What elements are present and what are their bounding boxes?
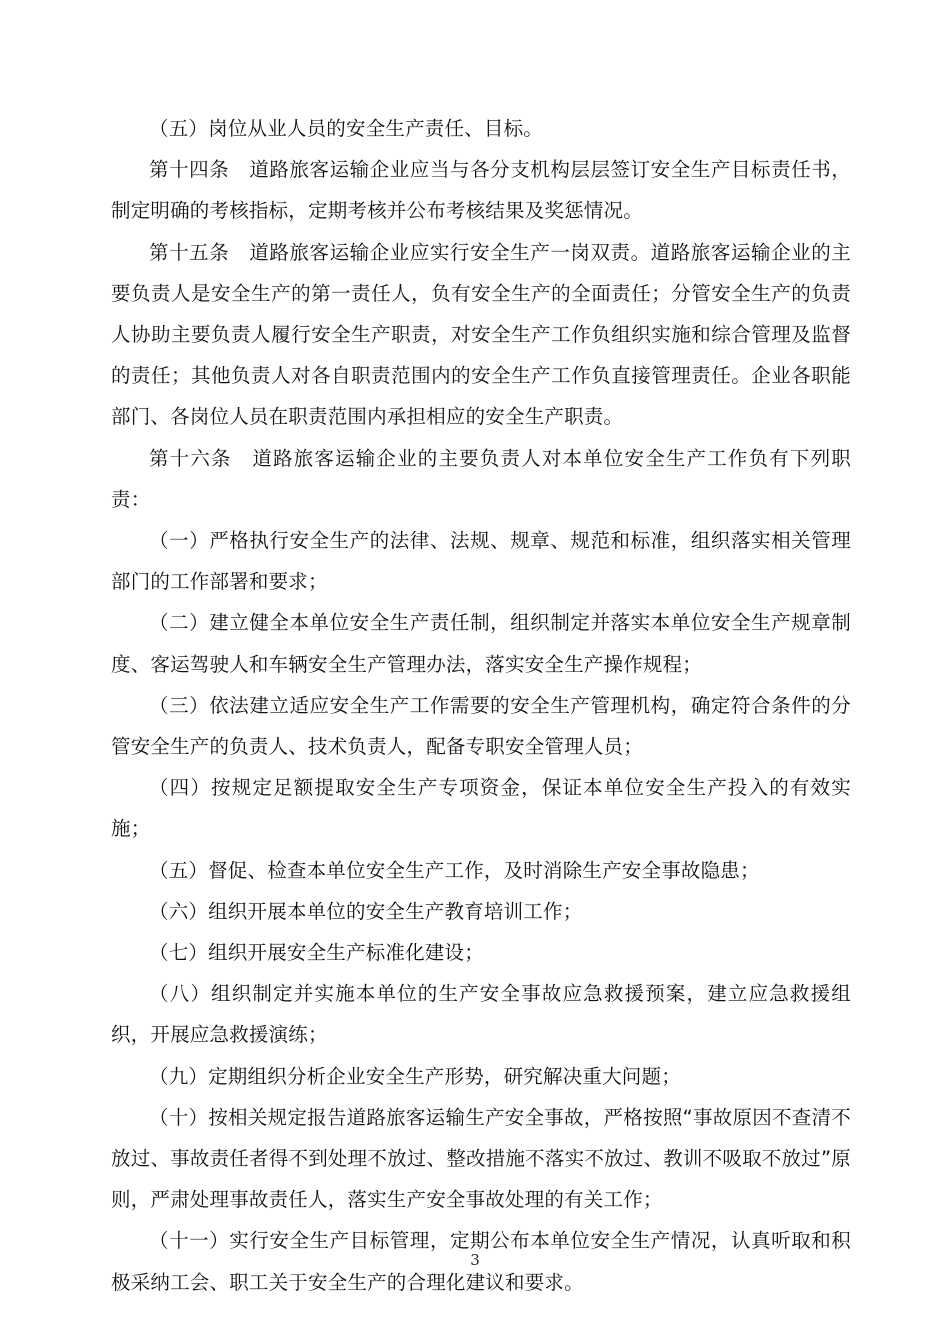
article-15: 第十五条 道路旅客运输企业应实行安全生产一岗双责。道路旅客运输企业的主要负责人是安全生产的第一责任人，负有安全生产的全面责任；分管安全生产的负责人协助主要负责人履行安全生产职责，对安全生产工作负组织实施和综合管理及监督的责任；其他负责人对各自职责范围内的安全生产工作负直接管理责任。企业各职能部门、各岗位人员在职责范围内承担相应的安全生产职责。 xyxy=(111,240,851,429)
duty-item-7: （七）组织开展安全生产标准化建设； xyxy=(149,941,484,965)
duty-item-4: （四）按规定足额提取安全生产专项资金，保证本单位安全生产投入的有效实施； xyxy=(111,776,851,841)
article-16: 第十六条 道路旅客运输企业的主要负责人对本单位安全生产工作负有下列职责： xyxy=(111,446,851,511)
duty-item-5: （五）督促、检查本单位安全生产工作，及时消除生产安全事故隐患； xyxy=(149,858,760,882)
duty-item-2: （二）建立健全本单位安全生产责任制，组织制定并落实本单位安全生产规章制度、客运驾驶人和车辆安全生产管理办法，落实安全生产操作规程； xyxy=(111,611,851,676)
duty-item-6: （六）组织开展本单位的安全生产教育培训工作； xyxy=(149,899,583,923)
duty-item-1: （一）严格执行安全生产的法律、法规、规章、规范和标准，组织落实相关管理部门的工作部署和要求； xyxy=(111,529,851,594)
duty-item-10: （十）按相关规定报告道路旅客运输生产安全事故，严格按照“事故原因不查清不放过、事故责任者得不到处理不放过、整改措施不落实不放过、教训不吸取不放过”原则，严肃处理事故责任人，落实生产安全事故处理的有关工作； xyxy=(111,1105,851,1212)
paragraph-item-5: （五）岗位从业人员的安全生产责任、目标。 xyxy=(149,117,544,140)
duty-item-9: （九）定期组织分析企业安全生产形势，研究解决重大问题； xyxy=(149,1064,681,1088)
body-text xyxy=(111,108,851,1303)
duty-item-8: （八）组织制定并实施本单位的生产安全事故应急救援预案，建立应急救援组织，开展应急救援演练； xyxy=(111,982,851,1047)
duty-item-11: （十一）实行安全生产目标管理，定期公布本单位安全生产情况，认真听取和积极采纳工会、职工关于安全生产的合理化建议和要求。 xyxy=(111,1229,851,1294)
duty-item-3: （三）依法建立适应安全生产工作需要的安全生产管理机构，确定符合条件的分管安全生产的负责人、技术负责人，配备专职安全管理人员； xyxy=(111,693,851,759)
page-number: 3 xyxy=(470,1251,480,1269)
article-14: 第十四条 道路旅客运输企业应当与各分支机构层层签订安全生产目标责任书，制定明确的考核指标，定期考核并公布考核结果及奖惩情况。 xyxy=(111,158,851,223)
